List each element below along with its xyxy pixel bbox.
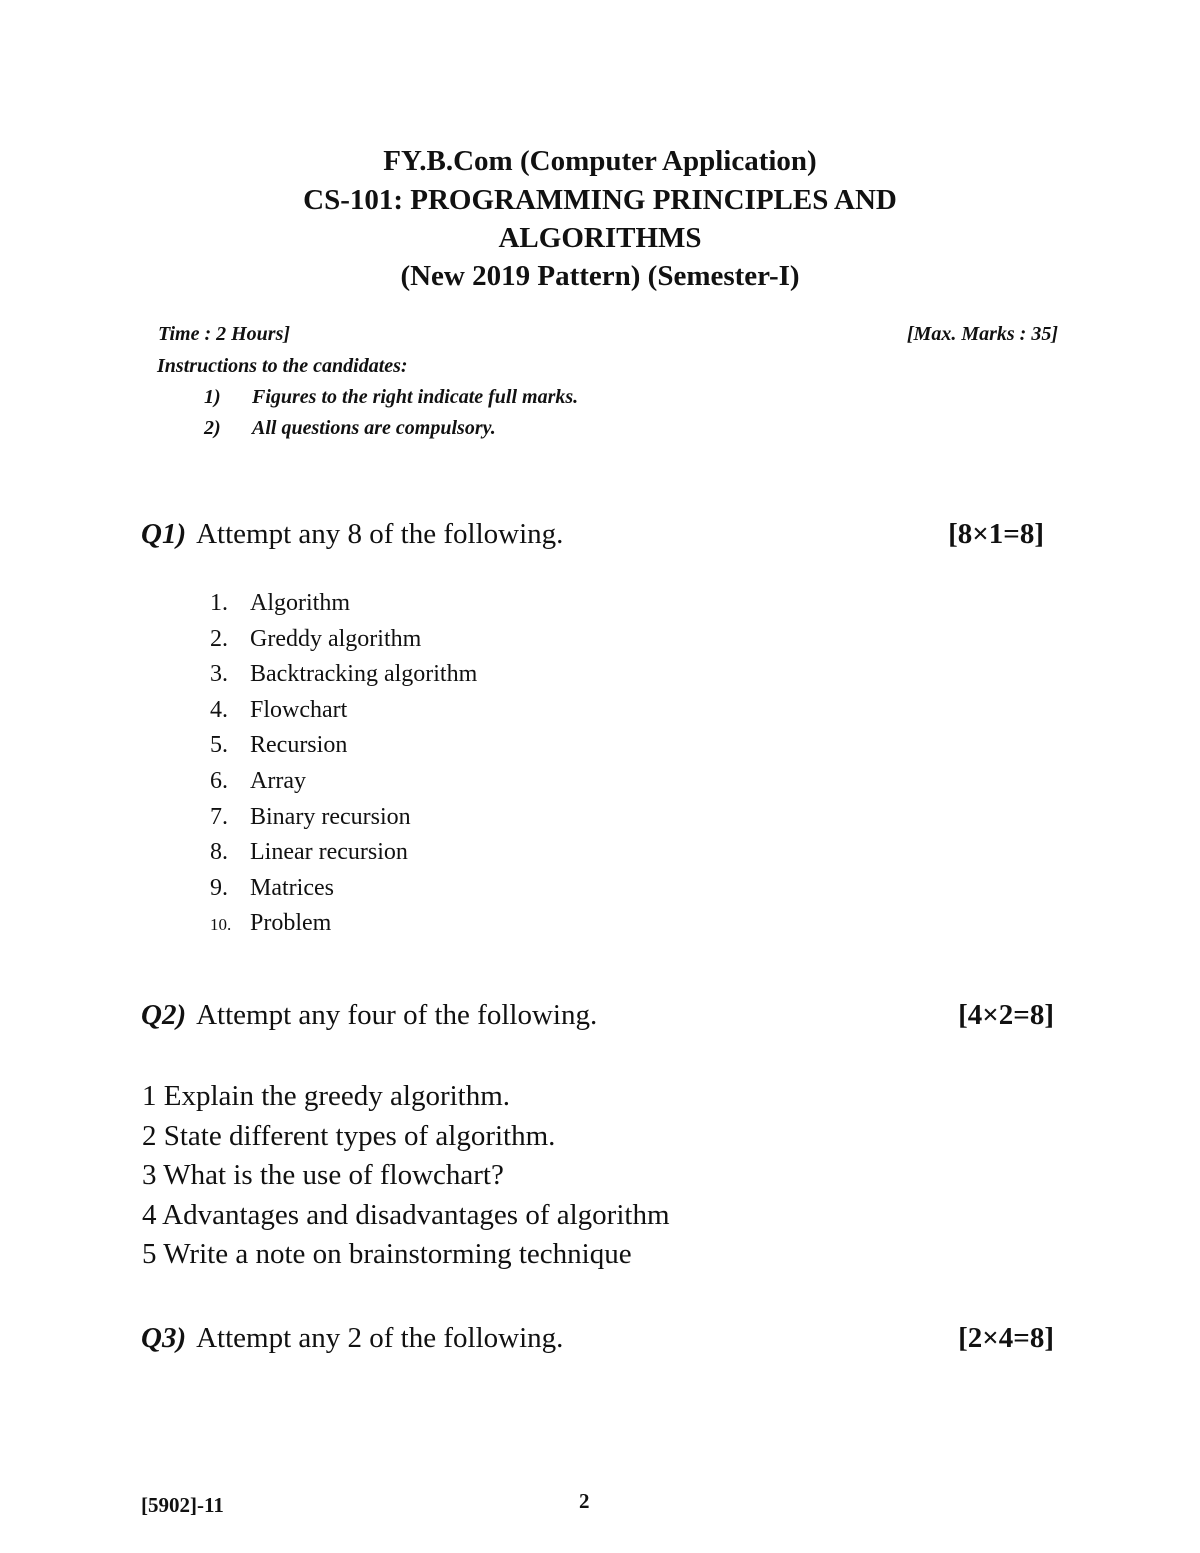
- instructions-title: Instructions to the candidates:: [157, 355, 408, 377]
- item-number: 8.: [210, 839, 228, 866]
- item-number: 7.: [210, 803, 228, 830]
- paper-title: FY.B.Com (Computer Application): [383, 145, 817, 177]
- pattern-semester: (New 2019 Pattern) (Semester-I): [400, 260, 800, 292]
- list-item: [206, 766, 477, 802]
- q3-heading: [141, 1321, 563, 1355]
- time-allowed: Time : 2 Hours]: [158, 323, 291, 345]
- item-number: 4.: [210, 696, 228, 723]
- item-number: 9.: [210, 874, 228, 901]
- list-item: [206, 802, 477, 838]
- q1-heading: [141, 517, 563, 551]
- item-text: Backtracking algorithm: [250, 661, 478, 688]
- list-item: [206, 908, 477, 944]
- instruction-text: All questions are compulsory.: [252, 417, 496, 439]
- q2-label: Q2): [141, 999, 187, 1031]
- q2-heading: [141, 998, 597, 1032]
- instruction-number: 2): [204, 417, 221, 439]
- item-text: Array: [250, 767, 306, 794]
- item-text: Algorithm: [250, 590, 350, 616]
- list-item: [206, 873, 477, 909]
- course-title: CS-101: PROGRAMMING PRINCIPLES AND: [303, 184, 897, 216]
- q3-text: Attempt any 2 of the following.: [196, 1322, 564, 1354]
- item-number: 6.: [210, 767, 228, 794]
- item-text: Problem: [250, 910, 332, 937]
- q1-marks: [8×1=8]: [948, 518, 1044, 550]
- list-item: [206, 659, 477, 695]
- q3-marks: [2×4=8]: [958, 1322, 1054, 1354]
- q1-item-list: [206, 588, 477, 944]
- page-number: 2: [579, 1489, 590, 1513]
- q2-item-list: [142, 1078, 670, 1276]
- q1-text: Attempt any 8 of the following.: [196, 518, 564, 550]
- list-item: [206, 837, 477, 873]
- item-number: 5.: [210, 732, 228, 759]
- list-item: 2 State different types of algorithm.: [142, 1119, 556, 1152]
- list-item: [206, 624, 477, 660]
- item-number: 2.: [210, 625, 228, 652]
- item-text: Recursion: [250, 732, 348, 759]
- instruction-text: Figures to the right indicate full marks.: [252, 386, 579, 408]
- list-item: 5 Write a note on brainstorming technique: [142, 1238, 632, 1270]
- q3-label: Q3): [141, 1322, 187, 1354]
- max-marks: [Max. Marks : 35]: [906, 323, 1058, 345]
- item-number: 3.: [210, 661, 228, 688]
- q1-label: Q1): [141, 518, 187, 550]
- list-item: 1 Explain the greedy algorithm.: [142, 1080, 511, 1112]
- item-text: Binary recursion: [250, 803, 411, 830]
- item-text: Matrices: [250, 874, 334, 901]
- item-number: 1.: [210, 590, 228, 616]
- item-text: Linear recursion: [250, 839, 408, 866]
- item-number: 10.: [210, 915, 232, 935]
- list-item: [206, 695, 477, 731]
- q2-text: Attempt any four of the following.: [196, 999, 598, 1031]
- q2-marks: [4×2=8]: [958, 999, 1054, 1031]
- item-text: Flowchart: [250, 696, 348, 723]
- list-item: [206, 730, 477, 766]
- course-title-continued: ALGORITHMS: [498, 222, 702, 254]
- list-item: [206, 588, 477, 624]
- list-item: 4 Advantages and disadvantages of algorithm: [142, 1198, 670, 1231]
- list-item: 3 What is the use of flowchart?: [142, 1159, 504, 1191]
- paper-code: [5902]-11: [141, 1493, 224, 1517]
- item-text: Greddy algorithm: [250, 625, 422, 652]
- instruction-number: 1): [204, 386, 221, 408]
